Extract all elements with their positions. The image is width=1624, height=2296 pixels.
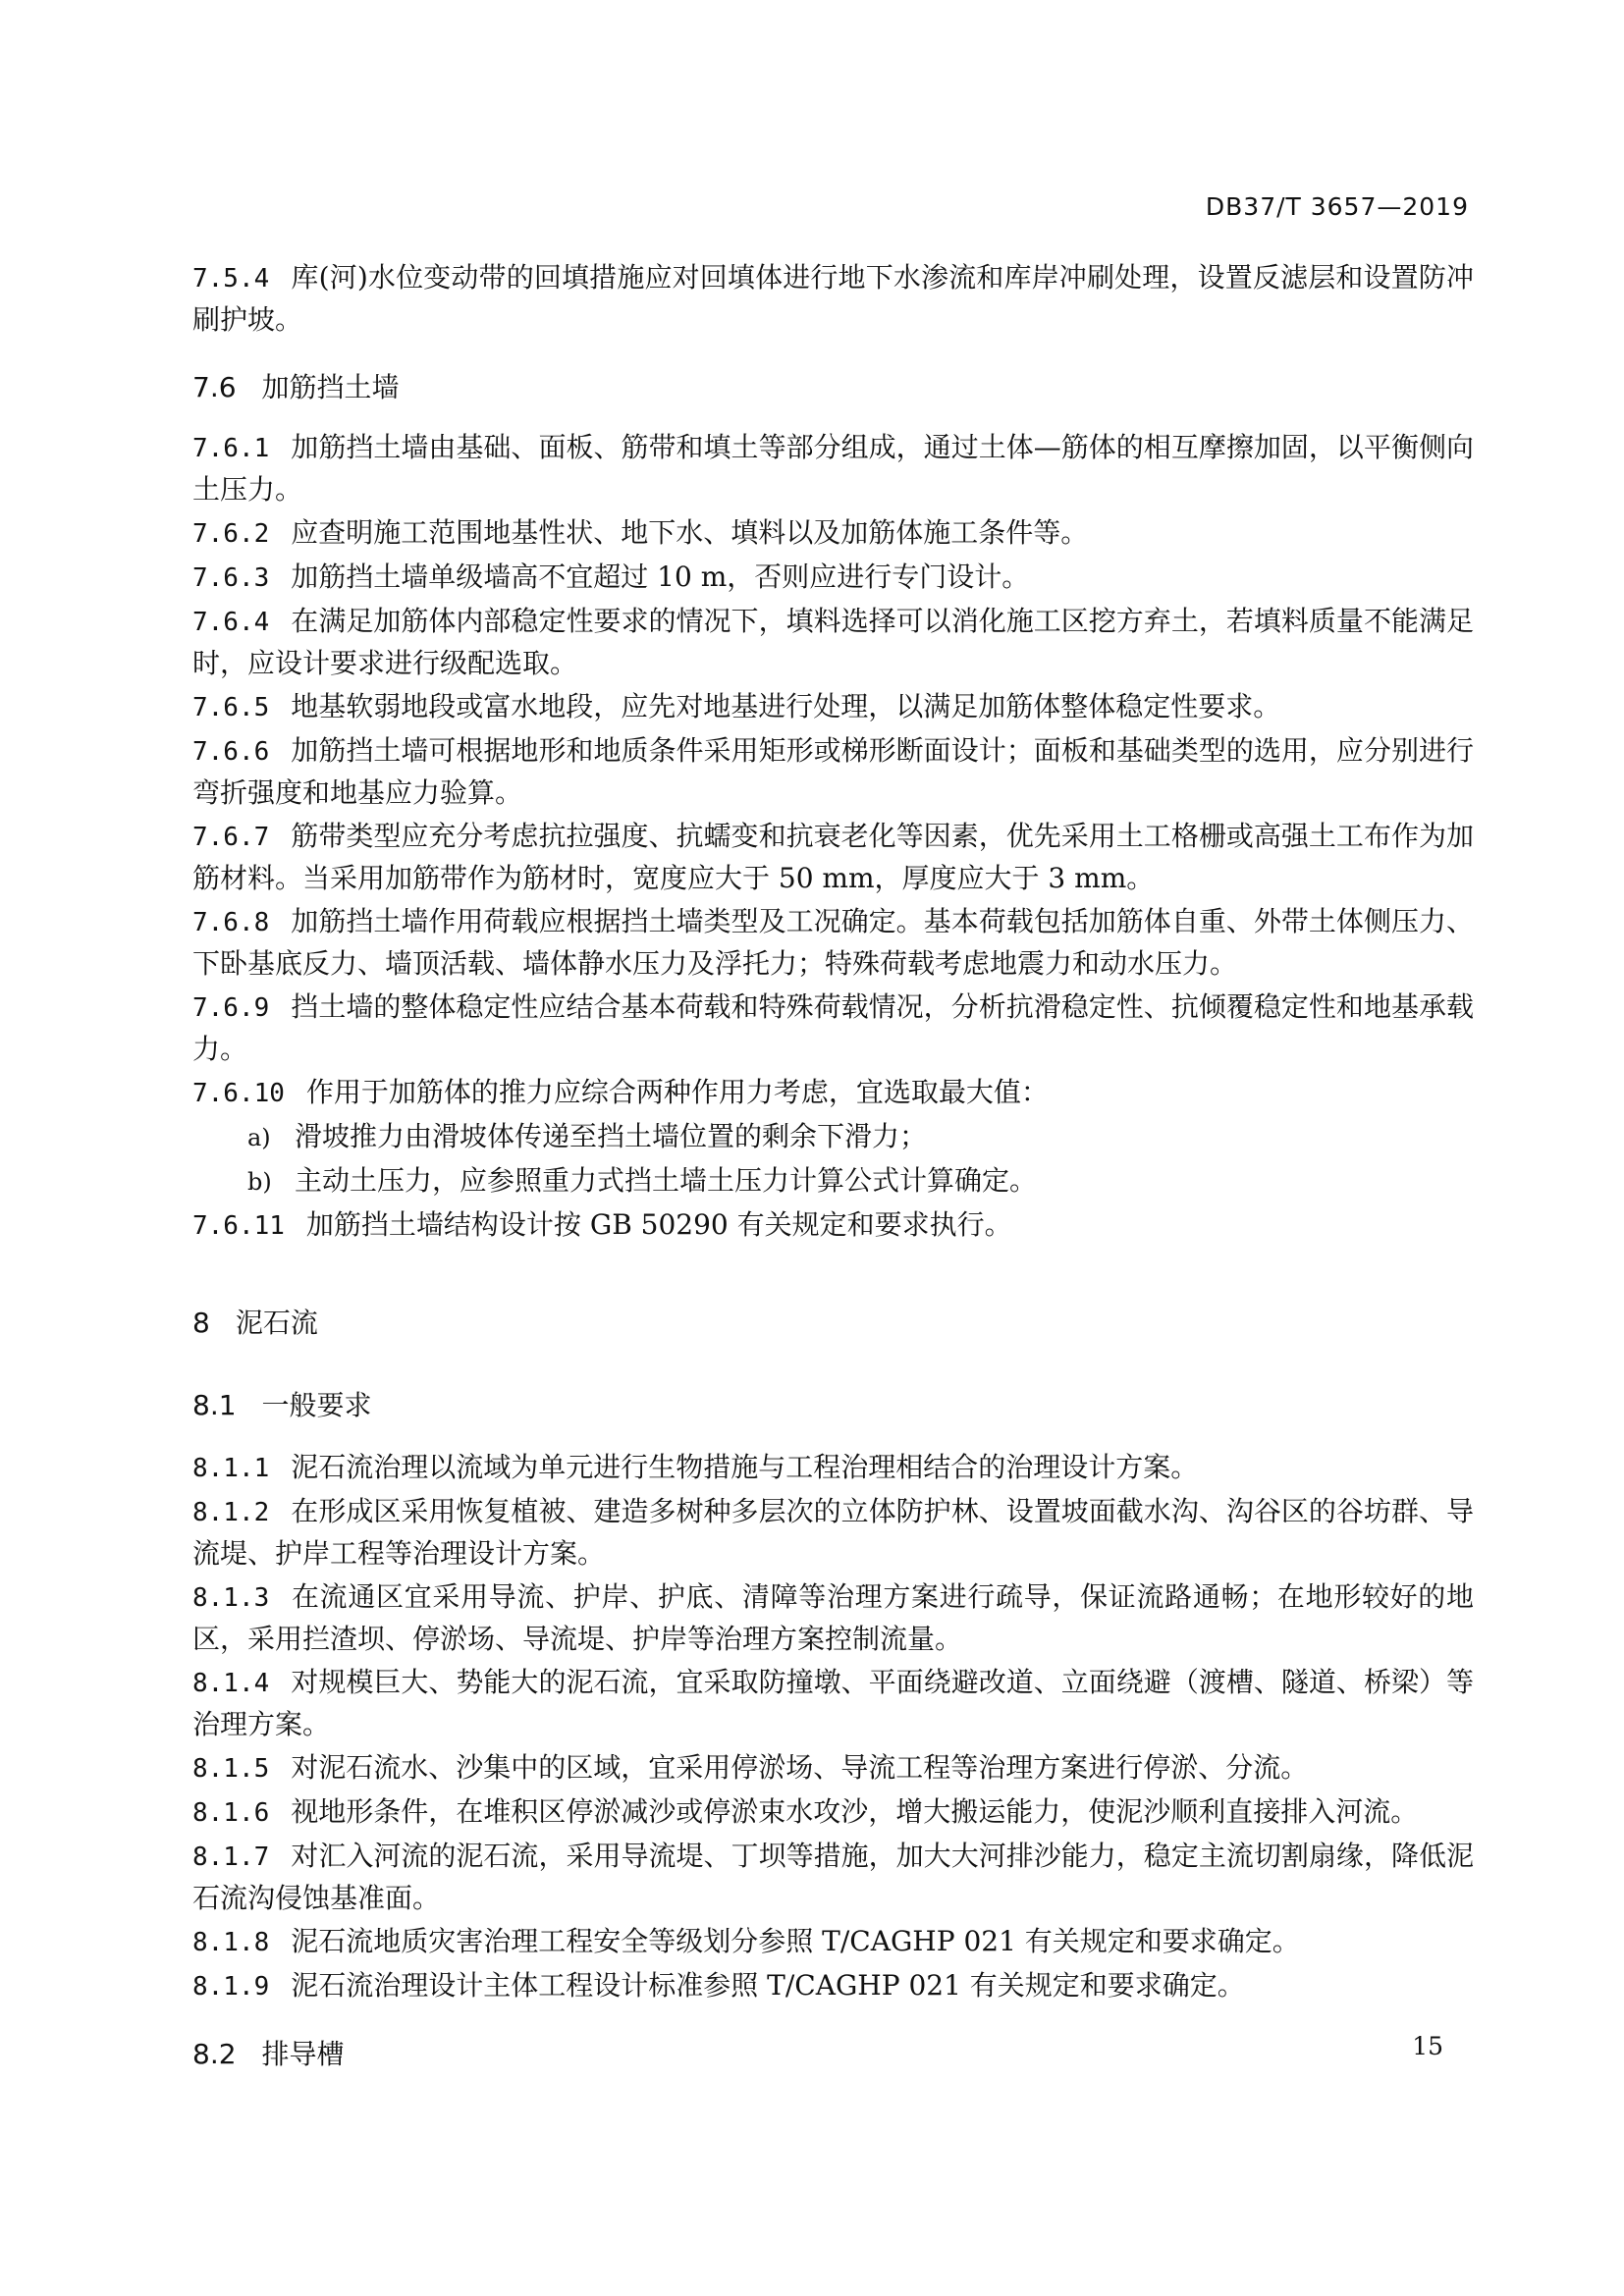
clause-number: 8.1.8	[192, 1928, 270, 1957]
clause-7-6-6	[192, 730, 1474, 814]
clause-7-6-4	[192, 601, 1474, 684]
clause-7-6-10	[192, 1072, 1474, 1114]
clause-text: 地基软弱地段或富水地段，应先对地基进行处理，以满足加筋体整体稳定性要求。	[291, 690, 1281, 722]
document-body	[192, 257, 1474, 2094]
clause-text: 挡土墙的整体稳定性应结合基本荷载和特殊荷载情况，分析抗滑稳定性、抗倾覆稳定性和地基承载力。	[192, 990, 1474, 1065]
clause-7-6-9	[192, 987, 1474, 1070]
clause-text: 对泥石流水、沙集中的区域，宜采用停淤场、导流工程等治理方案进行停淤、分流。	[291, 1751, 1309, 1784]
chapter-number: 8	[192, 1307, 210, 1339]
clause-8-1-3	[192, 1576, 1474, 1660]
clause-text: 在形成区采用恢复植被、建造多树种多层次的立体防护林、设置坡面截水沟、沟谷区的谷坊群、导流堤、护岸工程等治理设计方案。	[192, 1495, 1474, 1570]
clause-text: 对规模巨大、势能大的泥石流，宜采取防撞墩、平面绕避改道、立面绕避（渡槽、隧道、桥梁）等治理方案。	[192, 1666, 1474, 1740]
clause-8-1-1	[192, 1447, 1474, 1489]
clause-number: 8.1.4	[192, 1669, 270, 1698]
clause-number: 8.1.5	[192, 1754, 270, 1784]
clause-7-6-5	[192, 686, 1474, 728]
clause-7-6-8	[192, 901, 1474, 985]
clause-text: 视地形条件，在堆积区停淤减沙或停淤束水攻沙，增大搬运能力，使泥沙顺利直接排入河流。	[291, 1795, 1419, 1828]
clause-text: 泥石流地质灾害治理工程安全等级划分参照 T/CAGHP 021 有关规定和要求确定。	[291, 1925, 1300, 1957]
clause-number: 7.6.4	[192, 608, 270, 637]
clause-8-1-6	[192, 1791, 1474, 1834]
clause-8-1-8	[192, 1921, 1474, 1963]
clause-text: 加筋挡土墙可根据地形和地质条件采用矩形或梯形断面设计；面板和基础类型的选用，应分别进行弯折强度和地基应力验算。	[192, 734, 1474, 809]
clause-number: 8.1.1	[192, 1454, 270, 1483]
clause-number: 7.6.8	[192, 908, 270, 937]
section-heading-7-6	[192, 366, 1474, 405]
list-item-b	[192, 1160, 1474, 1202]
clause-8-1-9	[192, 1965, 1474, 2007]
section-heading-8-1	[192, 1384, 1474, 1423]
section-title: 加筋挡土墙	[261, 371, 400, 403]
list-text: 滑坡推力由滑坡体传递至挡土墙位置的剩余下滑力；	[295, 1120, 928, 1152]
clause-text: 泥石流治理设计主体工程设计标准参照 T/CAGHP 021 有关规定和要求确定。	[291, 1969, 1245, 2002]
page-number: 15	[1412, 2032, 1443, 2060]
clause-text: 库(河)水位变动带的回填措施应对回填体进行地下水渗流和库岸冲刷处理，设置反滤层和设置防冲刷护坡。	[192, 261, 1474, 336]
clause-number: 8.1.2	[192, 1498, 270, 1527]
clause-8-1-7	[192, 1836, 1474, 1919]
clause-text: 加筋挡土墙单级墙高不宜超过 10 m，否则应进行专门设计。	[291, 561, 1030, 593]
clause-number: 8.1.6	[192, 1798, 270, 1828]
clause-number: 7.6.10	[192, 1079, 285, 1108]
clause-number: 7.6.1	[192, 434, 270, 463]
clause-text: 对汇入河流的泥石流，采用导流堤、丁坝等措施，加大大河排沙能力，稳定主流切割扇缘，降低泥石流沟侵蚀基准面。	[192, 1840, 1474, 1914]
section-title: 排导槽	[261, 2038, 345, 2070]
list-text: 主动土压力，应参照重力式挡土墙土压力计算公式计算确定。	[295, 1164, 1038, 1197]
clause-text: 泥石流治理以流域为单元进行生物措施与工程治理相结合的治理设计方案。	[291, 1451, 1199, 1483]
section-title: 一般要求	[261, 1389, 372, 1421]
clause-text: 作用于加筋体的推力应综合两种作用力考虑，宜选取最大值：	[305, 1076, 1049, 1108]
clause-8-1-4	[192, 1662, 1474, 1745]
list-marker: b)	[247, 1168, 272, 1196]
clause-number: 7.6.2	[192, 519, 270, 549]
clause-number: 7.6.6	[192, 737, 270, 767]
clause-number: 7.6.5	[192, 693, 270, 722]
section-number: 7.6	[192, 371, 237, 403]
clause-text: 在满足加筋体内部稳定性要求的情况下，填料选择可以消化施工区挖方弃土，若填料质量不能满足时，应设计要求进行级配选取。	[192, 605, 1474, 679]
clause-number: 7.6.11	[192, 1211, 285, 1241]
clause-8-1-5	[192, 1747, 1474, 1789]
clause-text: 筋带类型应充分考虑抗拉强度、抗蠕变和抗衰老化等因素，优先采用土工格栅或高强土工布作为加筋材料。当采用加筋带作为筋材时，宽度应大于 50 mm，厚度应大于 3 mm。	[192, 820, 1474, 894]
clause-text: 加筋挡土墙由基础、面板、筋带和填土等部分组成，通过土体—筋体的相互摩擦加固，以平衡侧向土压力。	[192, 431, 1474, 506]
clause-number: 7.6.9	[192, 993, 270, 1023]
clause-number: 7.5.4	[192, 264, 270, 294]
clause-7-6-7	[192, 816, 1474, 899]
clause-number: 7.6.7	[192, 823, 270, 852]
clause-8-1-2	[192, 1491, 1474, 1575]
clause-number: 8.1.7	[192, 1842, 270, 1872]
clause-number: 8.1.9	[192, 1972, 270, 2002]
clause-number: 8.1.3	[192, 1583, 270, 1613]
clause-7-5-4	[192, 257, 1474, 341]
clause-7-6-3	[192, 557, 1474, 599]
list-marker: a)	[247, 1124, 271, 1151]
clause-7-6-1	[192, 427, 1474, 510]
section-heading-8-2	[192, 2033, 1474, 2072]
clause-text: 加筋挡土墙作用荷载应根据挡土墙类型及工况确定。基本荷载包括加筋体自重、外带土体侧压力、下卧基底反力、墙顶活载、墙体静水压力及浮托力；特殊荷载考虑地震力和动水压力。	[192, 905, 1474, 980]
clause-7-6-2	[192, 512, 1474, 555]
list-item-a	[192, 1116, 1474, 1158]
clause-text: 在流通区宜采用导流、护岸、护底、清障等治理方案进行疏导，保证流路通畅；在地形较好的地区，采用拦渣坝、停淤场、导流堤、护岸等治理方案控制流量。	[192, 1580, 1474, 1655]
chapter-heading-8	[192, 1302, 1474, 1341]
section-number: 8.1	[192, 1389, 237, 1421]
clause-7-6-11	[192, 1204, 1474, 1247]
clause-number: 7.6.3	[192, 563, 270, 593]
chapter-title: 泥石流	[235, 1307, 318, 1339]
document-code: DB37/T 3657—2019	[1205, 192, 1469, 221]
section-number: 8.2	[192, 2038, 237, 2070]
clause-text: 应查明施工范围地基性状、地下水、填料以及加筋体施工条件等。	[291, 516, 1089, 549]
clause-text: 加筋挡土墙结构设计按 GB 50290 有关规定和要求执行。	[305, 1208, 1012, 1241]
